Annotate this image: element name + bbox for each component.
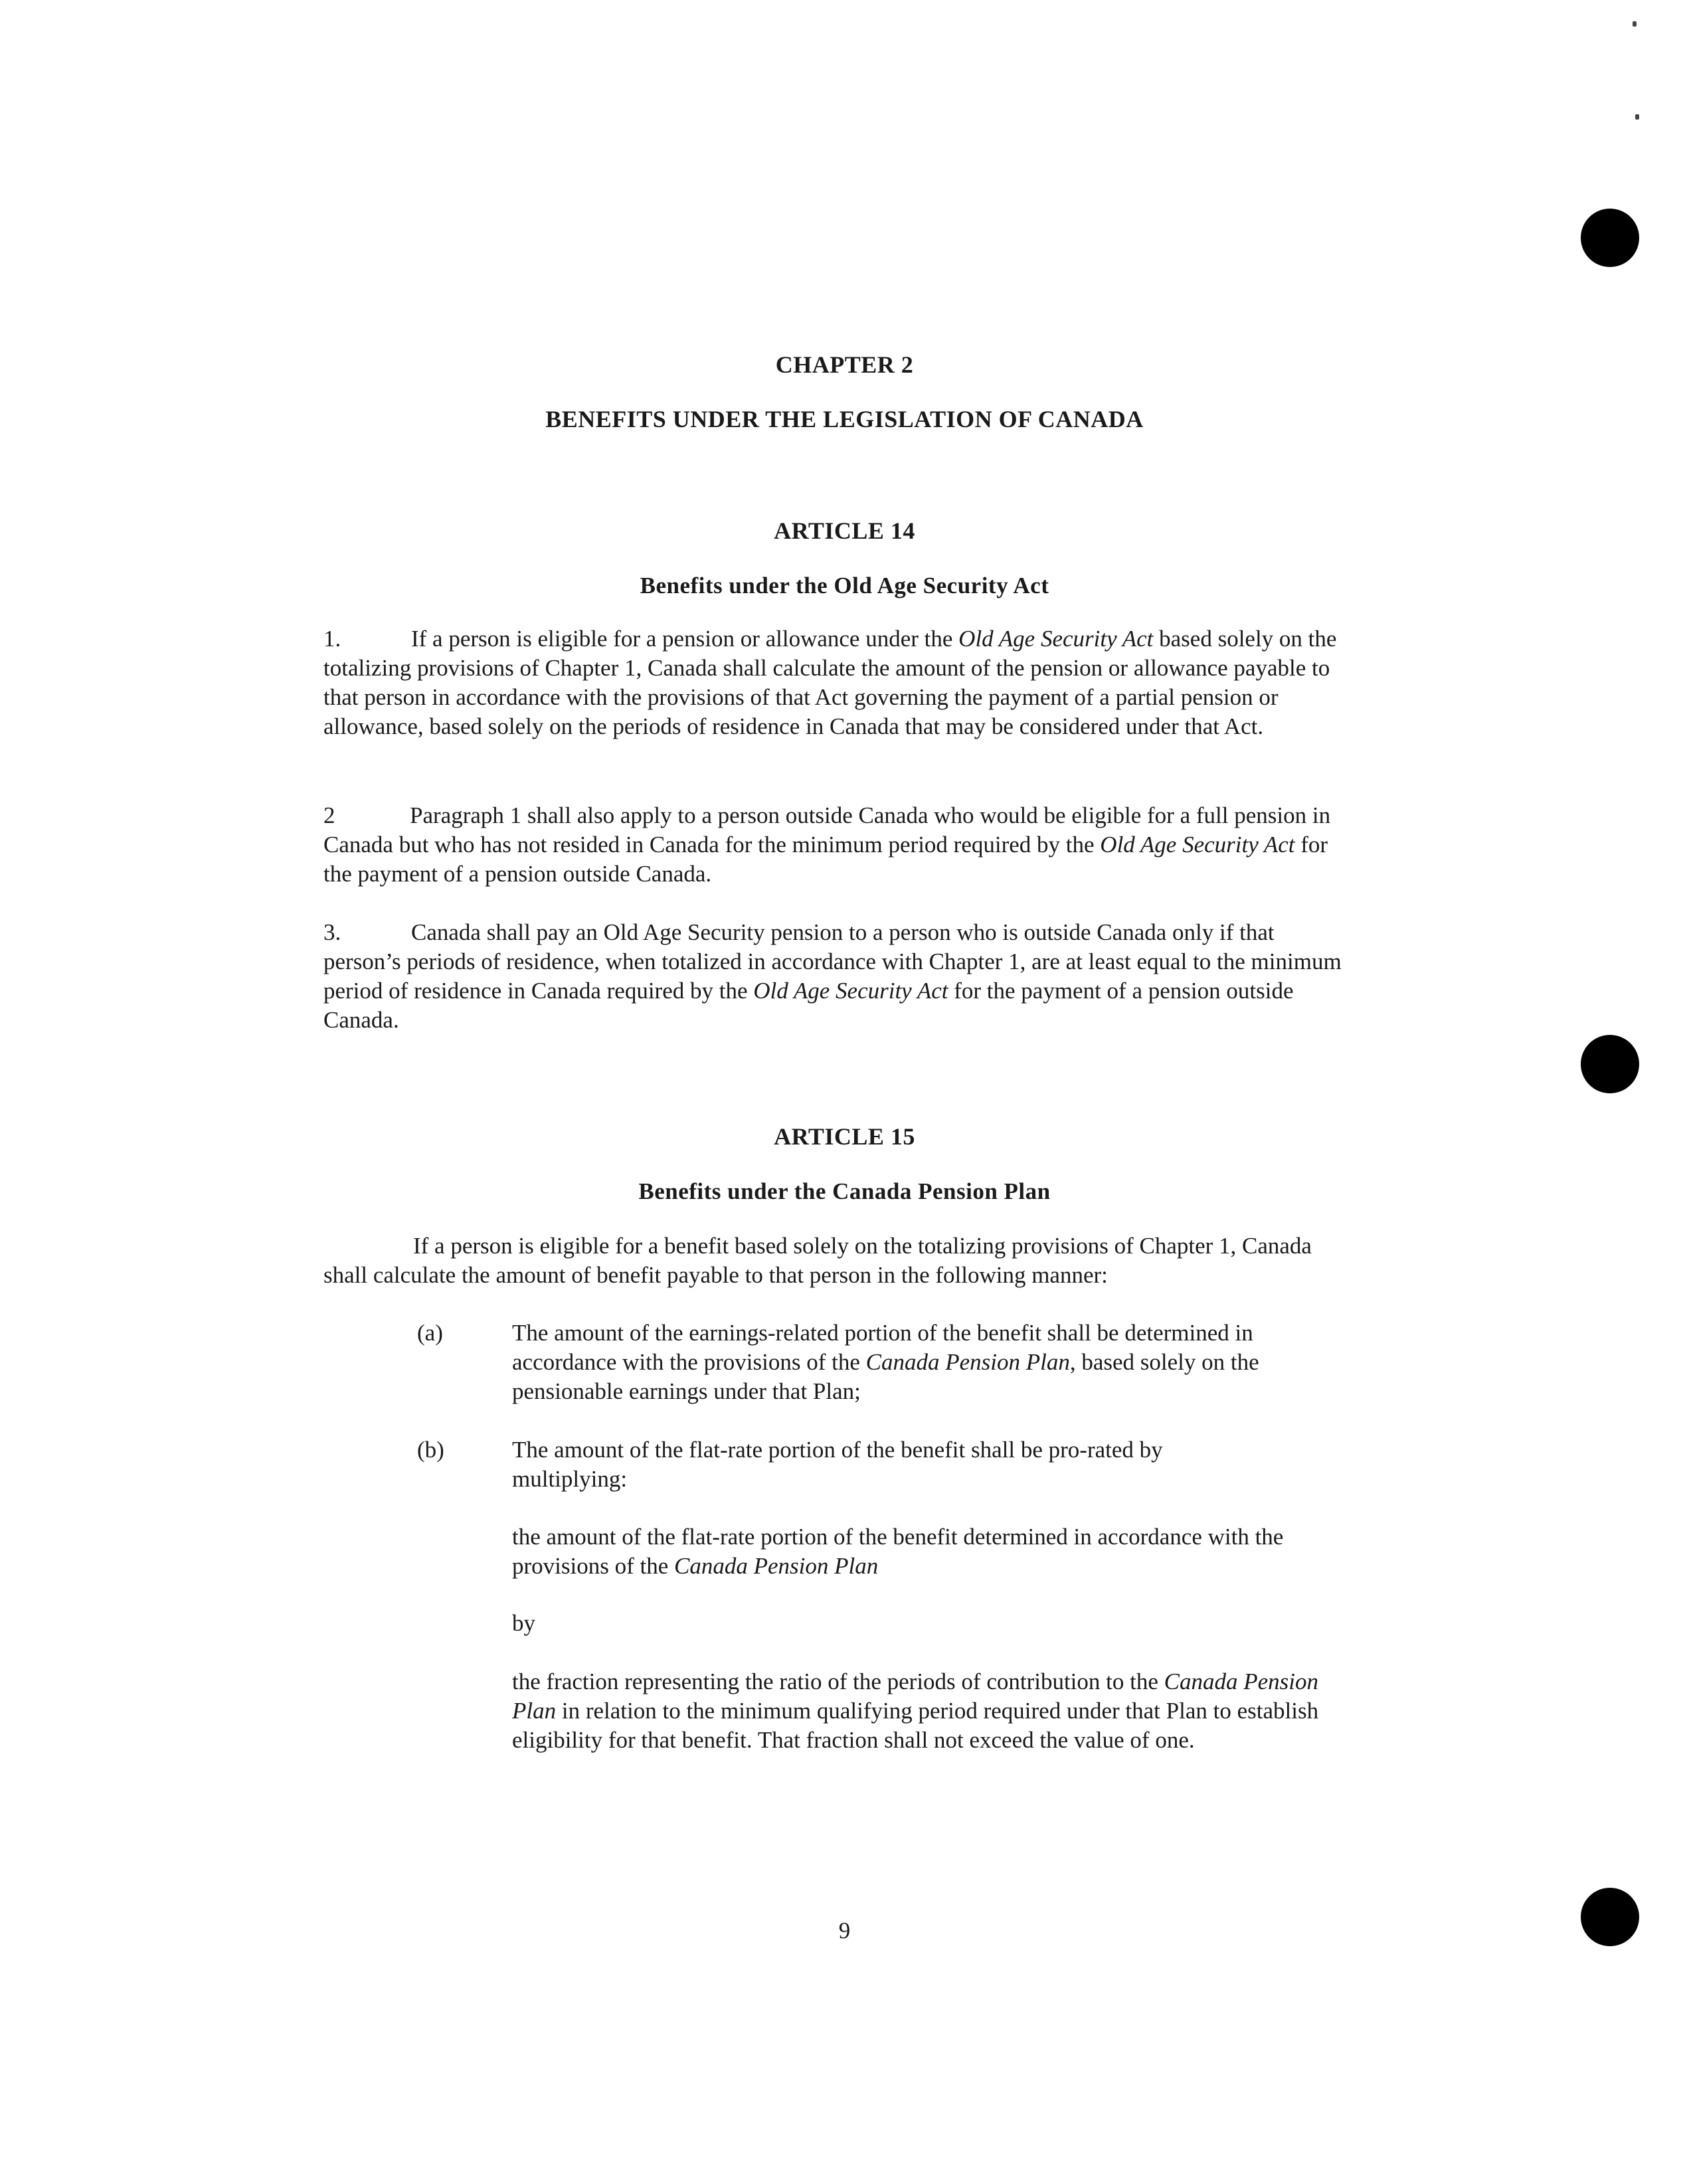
article-14-paragraph-1 — [323, 624, 1356, 741]
item-a-text — [512, 1319, 1356, 1406]
chapter-number: CHAPTER 2 — [775, 351, 914, 378]
paragraph-number: 1. — [323, 626, 341, 652]
paragraph-number: 2 — [323, 802, 335, 828]
item-b-by: by — [512, 1610, 535, 1636]
article-15-heading: ARTICLE 15 — [774, 1123, 915, 1150]
punch-hole-middle — [1581, 1035, 1639, 1093]
article-14-paragraph-3 — [323, 918, 1356, 1035]
punch-hole-top — [1581, 209, 1639, 267]
article-14-subheading: Benefits under the Old Age Security Act — [640, 573, 1049, 598]
item-a-label: (a) — [417, 1320, 443, 1346]
item-text: in relation to the minimum qualifying period required under that Plan to establish eligibility for that benefit. That fraction shall not exceed the value of one. — [512, 1698, 1319, 1753]
item-text: the amount of the flat-rate portion of the benefit determined in accordance with the provisions of the — [512, 1524, 1284, 1579]
paragraph-text: for the payment of a pension outside Canada. — [323, 978, 1294, 1033]
paragraph-text: Canada shall pay an Old Age Security pension to a person who is outside Canada only if that person’s periods of residence, when totalized in accordance with Chapter 1, are at least equal to the minimum period of residence in Canada required by the — [323, 919, 1342, 1004]
item-b-text: The amount of the flat-rate portion of the benefit shall be pro-rated by multiplying: — [512, 1437, 1163, 1492]
item-text: The amount of the earnings-related portion of the benefit shall be determined in accordance with the provisions of the — [512, 1320, 1253, 1375]
item-b-multiplicand — [512, 1522, 1356, 1581]
page-number: 9 — [838, 1918, 851, 1944]
article-15-subheading: Benefits under the Canada Pension Plan — [638, 1178, 1051, 1204]
article-14-paragraph-2 — [323, 801, 1356, 889]
act-reference: Old Age Security Act — [1100, 832, 1295, 858]
paragraph-number: 3. — [323, 919, 341, 945]
act-reference: Old Age Security Act — [958, 626, 1154, 652]
item-b-fraction — [512, 1667, 1356, 1755]
item-b-label: (b) — [417, 1437, 444, 1463]
item-text: the fraction representing the ratio of the periods of contribution to the — [512, 1669, 1164, 1694]
act-reference: Canada Pension Plan — [512, 1669, 1318, 1724]
article-14-heading: ARTICLE 14 — [774, 517, 915, 544]
scan-speck — [1633, 21, 1637, 27]
paragraph-text: for the payment of a pension outside Canada. — [323, 832, 1328, 887]
item-text: , based solely on the pensionable earnings under that Plan; — [512, 1349, 1259, 1404]
act-reference: Old Age Security Act — [753, 978, 948, 1004]
act-reference: Canada Pension Plan — [865, 1349, 1070, 1375]
chapter-title: BENEFITS UNDER THE LEGISLATION OF CANADA — [545, 406, 1144, 432]
paragraph-text: If a person is eligible for a pension or allowance under the — [411, 626, 959, 652]
article-15-intro: If a person is eligible for a benefit based solely on the totalizing provisions of Chapter 1, Canada shall calculate the amount of benefit payable to that person in the following manner: — [323, 1233, 1312, 1288]
scan-speck — [1635, 114, 1639, 120]
paragraph-text: based solely on the totalizing provisions of Chapter 1, Canada shall calculate the amount of the pension or allowance payable to that person in accordance with the provisions of that Act governing the payment of a partial pension or allowance, based solely on the periods of residence in Canada that may be considered under that Act. — [323, 626, 1337, 739]
act-reference: Canada Pension Plan — [674, 1553, 879, 1579]
paragraph-text: Paragraph 1 shall also apply to a person outside Canada who would be eligible for a full pension in Canada but who has not resided in Canada for the minimum period required by the — [323, 802, 1331, 858]
